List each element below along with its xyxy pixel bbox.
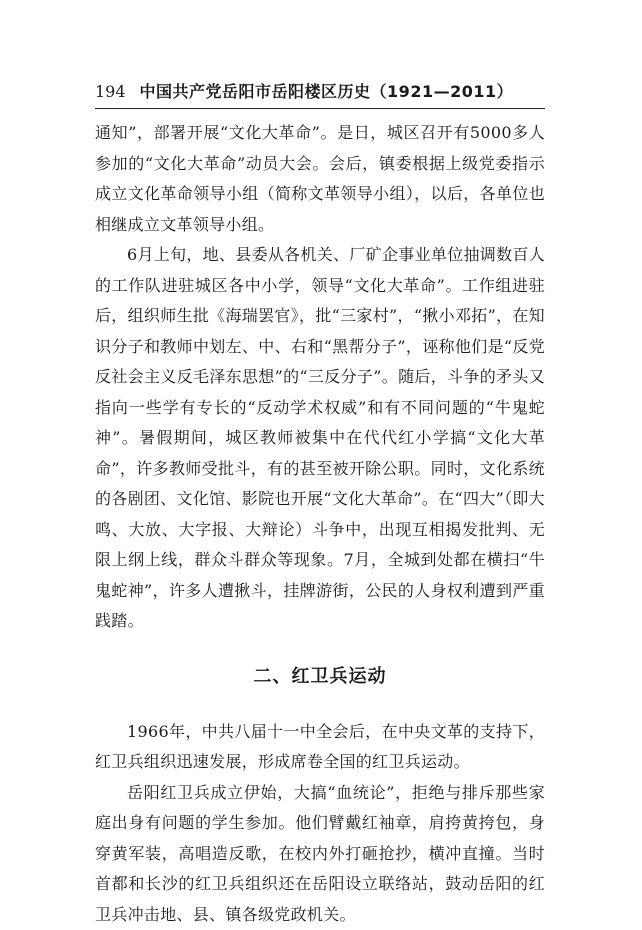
paragraph-yueyang-red-guards: 岳阳红卫兵成立伊始，大搞“血统论”，拒绝与排斥那些家庭出身有问题的学生参加。他们臂戴红袖章，肩挎黄挎包，身穿黄军装，高唱造反歌，在校内外打砸抢抄，横冲直撞。当时首都和长沙的红卫兵组织还在岳阳设立联络站，鼓动岳阳的红卫兵冲击地、县、镇各级党政机关。 bbox=[95, 778, 545, 930]
page-body bbox=[95, 118, 545, 930]
page-header bbox=[95, 80, 545, 109]
section-title: 二、红卫兵运动 bbox=[95, 657, 545, 697]
book-title: 中国共产党岳阳市岳阳楼区历史（1921—2011） bbox=[140, 82, 514, 101]
paragraph-continued: 通知”，部署开展“文化大革命”。是日，城区召开有5000多人参加的“文化大革命”动员大会。会后，镇委根据上级党委指示成立文化革命领导小组（简称文革领导小组），以后，各单位也相继成立文革领导小组。 bbox=[95, 118, 545, 240]
paragraph-work-teams: 6月上旬，地、县委从各机关、厂矿企事业单位抽调数百人的工作队进驻城区各中小学，领导“文化大革命”。工作组进驻后，组织师生批《海瑞罢官》，批“三家村”，“揪小邓拓”，在知识分子和教师中划左、中、右和“黑帮分子”，诬称他们是“反党反社会主义反毛泽东思想”的“三反分子”。随后，斗争的矛头又指向一些学有专长的“反动学术权威”和有不同问题的“牛鬼蛇神”。暑假期间，城区教师被集中在代代红小学搞“文化大革命”，许多教师受批斗，有的甚至被开除公职。同时，文化系统的各剧团、文化馆、影院也开展“文化大革命”。在“四大”（即大鸣、大放、大字报、大辩论）斗争中，出现互相揭发批判、无限上纲上线，群众斗群众等现象。7月，全城到处都在横扫“牛鬼蛇神”，许多人遭揪斗，挂牌游街，公民的人身权利遭到严重践踏。 bbox=[95, 240, 545, 637]
page-number: 194 bbox=[95, 82, 126, 101]
paragraph-red-guards-intro: 1966年，中共八届十一中全会后，在中央文革的支持下，红卫兵组织迅速发展，形成席卷全国的红卫兵运动。 bbox=[95, 717, 545, 778]
